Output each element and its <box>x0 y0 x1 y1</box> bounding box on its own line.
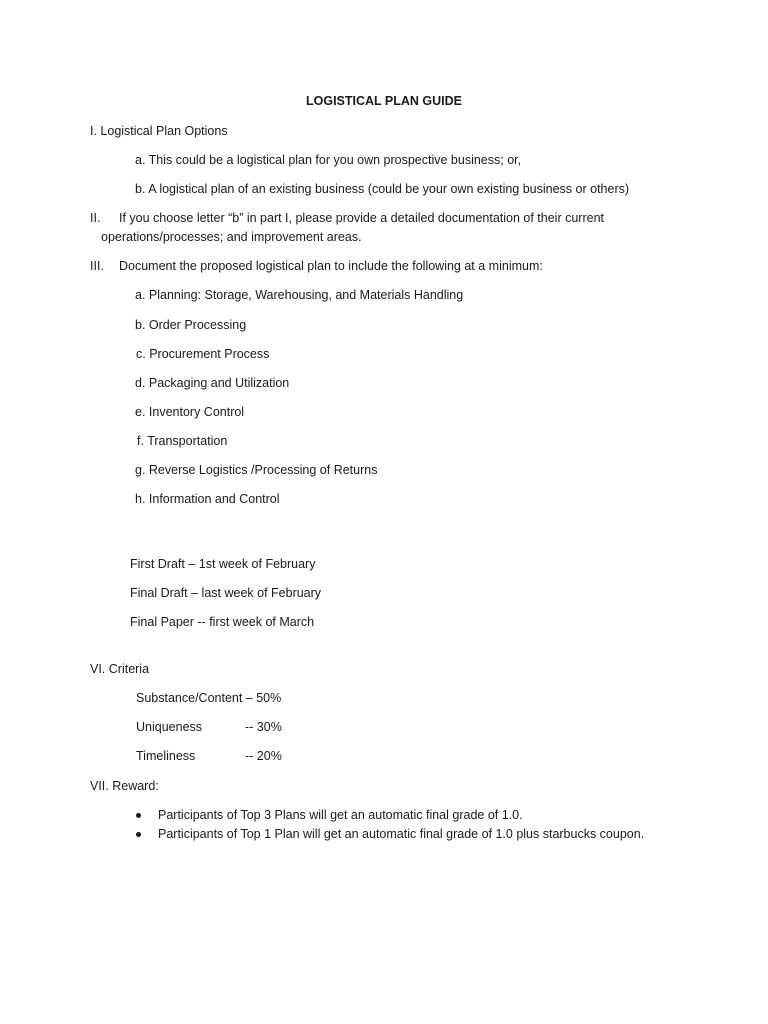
criteria-timeliness-value: -- 20% <box>245 749 282 763</box>
section-3-item-g: g. Reverse Logistics /Processing of Returns <box>135 463 378 477</box>
section-3-item-f: f. Transportation <box>137 434 228 448</box>
section-2-line-2: operations/processes; and improvement areas. <box>101 230 362 244</box>
criteria-uniqueness-label: Uniqueness <box>136 720 203 734</box>
deadline-final-draft: Final Draft – last week of February <box>130 586 322 600</box>
section-1-item-a: a. This could be a logistical plan for you own prospective business; or, <box>135 153 522 167</box>
criteria-uniqueness-value: -- 30% <box>245 720 282 734</box>
bullet-icon <box>136 813 141 818</box>
reward-bullet-1: Participants of Top 3 Plans will get an automatic final grade of 1.0. <box>158 808 523 822</box>
deadline-final-paper: Final Paper -- first week of March <box>130 615 315 629</box>
section-3-item-h: h. Information and Control <box>135 492 280 506</box>
criteria-substance-label: Substance/Content – 50% <box>136 691 282 705</box>
section-3-text: Document the proposed logistical plan to include the following at a minimum: <box>119 259 543 273</box>
section-3-item-c: c. Procurement Process <box>136 347 270 361</box>
reward-heading: VII. Reward: <box>90 779 159 793</box>
section-2-number: II. <box>90 211 101 225</box>
section-3-item-b: b. Order Processing <box>135 318 247 332</box>
section-3-item-a: a. Planning: Storage, Warehousing, and Materials Handling <box>135 288 464 302</box>
document-title: LOGISTICAL PLAN GUIDE <box>305 94 463 108</box>
section-1-item-b: b. A logistical plan of an existing business (could be your own existing business or others) <box>135 182 630 196</box>
section-1-heading: I. Logistical Plan Options <box>90 124 228 138</box>
reward-bullet-2: Participants of Top 1 Plan will get an automatic final grade of 1.0 plus starbucks coupon. <box>158 827 645 841</box>
section-3-item-e: e. Inventory Control <box>135 405 245 419</box>
section-3-number: III. <box>90 259 104 273</box>
deadline-first-draft: First Draft – 1st week of February <box>130 557 316 571</box>
bullet-icon <box>136 832 141 837</box>
criteria-timeliness-label: Timeliness <box>136 749 196 763</box>
criteria-heading: VI. Criteria <box>90 662 150 676</box>
section-3-item-d: d. Packaging and Utilization <box>135 376 290 390</box>
section-2-line-1: If you choose letter “b” in part I, please provide a detailed documentation of their current <box>119 211 604 225</box>
